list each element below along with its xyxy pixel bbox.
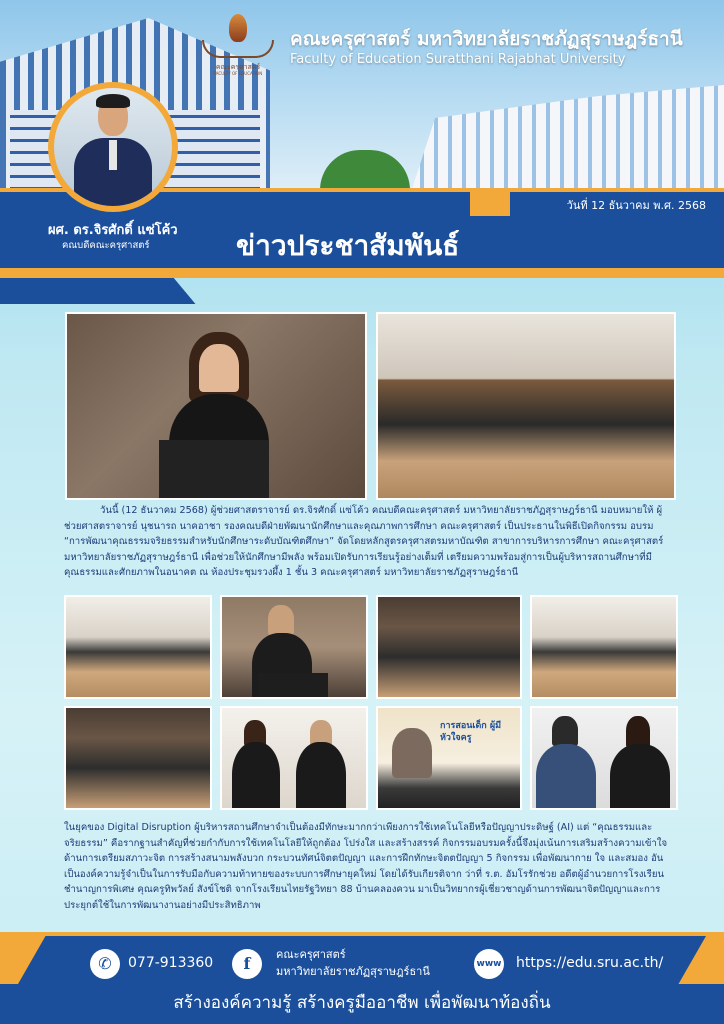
dean-title: คณบดีคณะครุศาสตร์ (62, 240, 150, 251)
footer-facebook-line1[interactable]: คณะครุศาสตร์ (276, 948, 346, 961)
paragraph-detail: ในยุคของ Digital Disruption ผู้บริหารสถานศึกษาจำเป็นต้องมีทักษะมากกว่าเพียงการใช้เทคโนโลยีหรือปัญญาประดิษฐ์ (AI) แต่ “คุณธรรมและจริยธรรม” คือรากฐานสำคัญที่ช่วยกำกับการใช้เทคโนโลยีให้ถูกต้อง โปร่งใส และสร้างสรรค์ กิจกรรมอบรมครั้งนี้จึงมุ่งเน้นการเสริมสร้างความเข้าใจด้านการเตรียมสภาวะจิต การสร้างสนามพลังบวก กระบวนทัศน์จิตตปัญญา และการฝึกทักษะจิตตปัญญา 5 กิจกรรม เพื่อพัฒนากาย ใจ และสมอง อันเป็นองค์ความรู้จำเป็นในการรับมือกับความท้าทายของระบบการศึกษายุคใหม่ โดยได้รับเกียรติจาก ว่าที่ ร.ต. อัมโรรักช่วย อดีตผู้อำนวยการโรงเรียนชำนาญการพิเศษ คุณครูทิพวัลย์ สังข์โชติ จากโรงเรียนไทยรัฐวิทยา 88 บ้านคลองควน มาเป็นวิทยากรผู้เชี่ยวชาญด้านการพัฒนาจิตปัญญาและการประยุกต์ใช้ในการพัฒนางานอย่างมีประสิทธิภาพ (64, 822, 668, 911)
page-title: ข่าวประชาสัมพันธ์ (236, 229, 460, 262)
facebook-icon[interactable]: f (232, 949, 262, 979)
footer-phone[interactable]: 077-913360 (128, 955, 214, 971)
logo-text: คณะครุศาสตร์ (215, 63, 261, 71)
photo-speaker-2 (220, 595, 368, 699)
photo-speaker (65, 312, 367, 500)
title-orange-stripe (0, 268, 724, 278)
phone-icon: ✆ (90, 949, 120, 979)
paragraph-intro: วันนี้ (12 ธันวาคม 2568) ผู้ช่วยศาสตราจารย์ ดร.จิรศักดิ์ แซ่โค้ว คณบดีคณะครุศาสตร์ มหาวิทยาลัยราชภัฏสุราษฎร์ธานี มอบหมายให้ ผู้ช่วยศาสตราจารย์ นุชนารถ นาคอาชา รองคณบดีฝ่ายพัฒนานักศึกษาและคุณภาพการศึกษา คณะครุศาสตร์ เป็นประธานในพิธีเปิดกิจกรรม อบรม “การพัฒนาคุณธรรมจริยธรรมสำหรับนักศึกษาระดับบัณฑิตศึกษา” จัดโดยหลักสูตรครุศาสตรมหาบัณฑิต สาขาการบริหารการศึกษา คณะครุศาสตร์ มหาวิทยาลัยราชภัฏสุราษฎร์ธานี เพื่อช่วยให้นักศึกษามีพลัง พร้อมเปิดรับการเรียนรู้อย่างเต็มที่ เตรียมความพร้อมสู่การเป็นผู้บริหารสถานศึกษาที่มีคุณธรรมและศักยภาพในอนาคต ณ ห้องประชุมรวงผึ้ง 1 ชั้น 3 คณะครุศาสตร์ มหาวิทยาลัยราชภัฏสุราษฎร์ธานี (64, 505, 664, 578)
photo-audience (376, 312, 676, 500)
photo-participants (64, 706, 212, 810)
faculty-name-thai: คณะครุศาสตร์ มหาวิทยาลัยราชภัฏสุราษฎร์ธานี (290, 28, 683, 50)
footer-slogan: สร้างองค์ความรู้ สร้างครูมืออาชีพ เพื่อพัฒนาท้องถิ่น (173, 993, 551, 1013)
photo-room-1 (64, 595, 212, 699)
faculty-name-english: Faculty of Education Suratthani Rajabhat University (290, 52, 626, 67)
photo-presentation-screen (376, 706, 522, 810)
title-blue-tab (0, 278, 724, 304)
campus-building-right (410, 85, 724, 195)
dean-name: ผศ. ดร.จิรศักดิ์ แซ่โค้ว (48, 223, 178, 238)
dean-portrait (48, 82, 178, 212)
poster-text: การสอนเด็ก ผู้มีหัวใจครู (440, 721, 502, 743)
photo-speakers-pair (530, 706, 678, 810)
book-icon (202, 40, 274, 58)
photo-guests (220, 706, 368, 810)
publish-date: วันที่ 12 ธันวาคม พ.ศ. 2568 (566, 199, 706, 212)
faculty-logo (196, 10, 280, 76)
photo-room-2 (530, 595, 678, 699)
logo-subtext: FACULTY OF EDUCATION (213, 71, 263, 76)
footer-website[interactable]: https://edu.sru.ac.th/ (516, 955, 664, 971)
photo-audience-2 (376, 595, 522, 699)
flame-icon (229, 14, 247, 42)
footer-facebook-line2[interactable]: มหาวิทยาลัยราชภัฏสุราษฎร์ธานี (276, 965, 430, 978)
globe-icon: www (474, 949, 504, 979)
